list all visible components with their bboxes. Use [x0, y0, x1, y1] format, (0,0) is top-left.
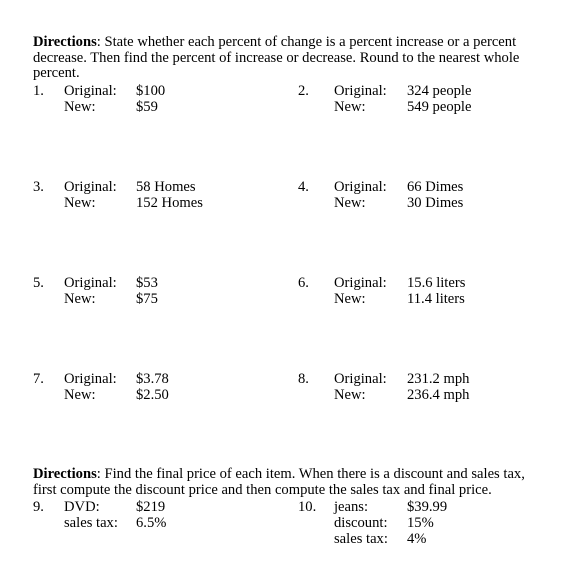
problem-10	[298, 499, 558, 549]
problem-9	[33, 499, 283, 533]
new-value: $75	[136, 291, 158, 307]
original-label: Original:	[64, 371, 117, 387]
original-label: Original:	[334, 371, 387, 387]
discount-label: discount:	[334, 515, 388, 531]
problem-2	[298, 83, 558, 117]
original-value: 15.6 liters	[407, 275, 466, 291]
problem-4	[298, 179, 558, 213]
new-value: 30 Dimes	[407, 195, 464, 211]
new-value: $2.50	[136, 387, 169, 403]
discount-value: 15%	[407, 515, 434, 531]
item-value: $219	[136, 499, 166, 515]
directions-text-line-3: percent.	[33, 65, 80, 82]
new-label: New:	[64, 291, 96, 307]
sales-tax-label: sales tax:	[334, 531, 388, 547]
problem-number: 7.	[33, 371, 44, 387]
original-value: 58 Homes	[136, 179, 196, 195]
original-label: Original:	[334, 179, 387, 195]
item-value: $39.99	[407, 499, 448, 515]
sales-tax-value: 4%	[407, 531, 427, 547]
problem-number: 1.	[33, 83, 44, 99]
directions-text-line-2: decrease. Then find the percent of increase or decrease. Round to the nearest whole	[33, 49, 520, 66]
original-label: Original:	[64, 179, 117, 195]
problem-number: 6.	[298, 275, 309, 291]
new-label: New:	[64, 99, 96, 115]
problem-6	[298, 275, 558, 309]
original-value: $53	[136, 275, 158, 291]
original-label: Original:	[64, 83, 117, 99]
new-label: New:	[334, 195, 366, 211]
original-value: 324 people	[407, 83, 472, 99]
problem-8	[298, 371, 558, 405]
original-value: $100	[136, 83, 166, 99]
new-label: New:	[64, 387, 96, 403]
problem-number: 4.	[298, 179, 309, 195]
problem-5	[33, 275, 283, 309]
problem-number: 3.	[33, 179, 44, 195]
problem-3	[33, 179, 283, 213]
original-label: Original:	[334, 83, 387, 99]
directions-heading: Directions	[33, 466, 97, 482]
new-label: New:	[334, 387, 366, 403]
problem-number: 8.	[298, 371, 309, 387]
new-value: 236.4 mph	[407, 387, 470, 403]
new-label: New:	[334, 99, 366, 115]
sales-tax-value: 6.5%	[136, 515, 167, 531]
problem-1	[33, 83, 283, 117]
new-value: $59	[136, 99, 158, 115]
directions-text-line-2: first compute the discount price and then compute the sales tax and final price.	[33, 481, 492, 498]
sales-tax-label: sales tax:	[64, 515, 118, 531]
new-label: New:	[334, 291, 366, 307]
directions-text-line-1: : Find the final price of each item. When there is a discount and sales tax,	[96, 466, 525, 482]
directions-percent-change	[33, 35, 578, 82]
problem-number: 2.	[298, 83, 309, 99]
directions-final-price	[33, 467, 578, 498]
item-label: jeans:	[334, 499, 369, 515]
original-value: 66 Dimes	[407, 179, 464, 195]
new-value: 152 Homes	[136, 195, 203, 211]
directions-text-line-1: : State whether each percent of change is a percent increase or a percent	[96, 34, 517, 50]
original-value: 231.2 mph	[407, 371, 470, 387]
problem-number: 5.	[33, 275, 44, 291]
new-value: 11.4 liters	[407, 291, 465, 307]
new-label: New:	[64, 195, 96, 211]
item-label: DVD:	[64, 499, 100, 515]
problem-7	[33, 371, 283, 405]
new-value: 549 people	[407, 99, 472, 115]
problem-number: 9.	[33, 499, 44, 515]
original-label: Original:	[334, 275, 387, 291]
problem-number: 10.	[298, 499, 317, 515]
original-value: $3.78	[136, 371, 169, 387]
directions-heading: Directions	[33, 34, 97, 50]
original-label: Original:	[64, 275, 117, 291]
